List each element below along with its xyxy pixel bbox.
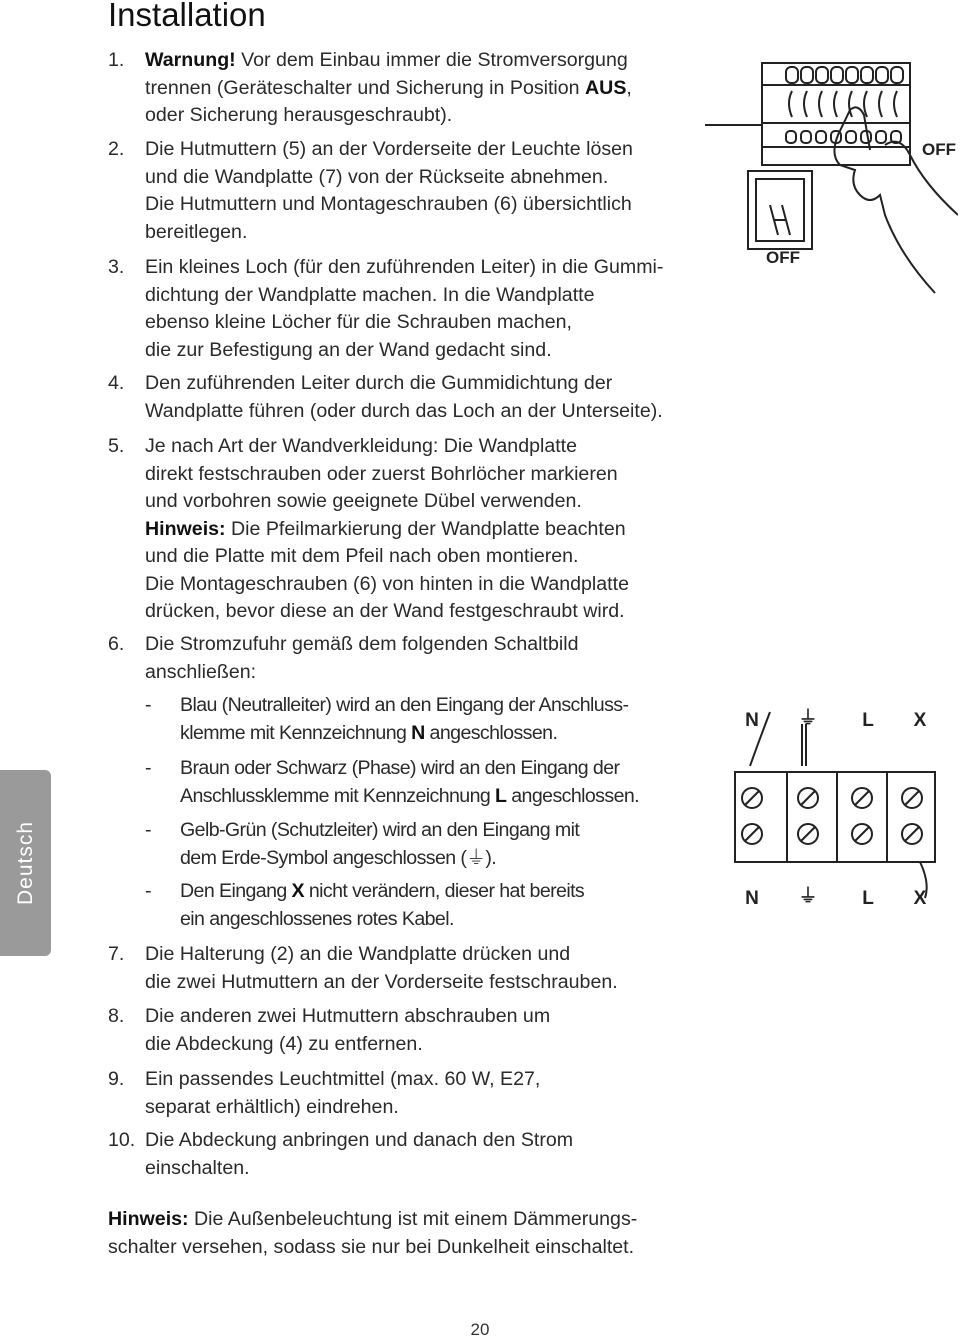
text-line (145, 1066, 708, 1094)
text-span: einschalten. (145, 1156, 250, 1179)
text-line (145, 337, 708, 365)
text-line (145, 1094, 708, 1122)
step-text (145, 47, 708, 130)
text-span: und die Platte mit dem Pfeil nach oben montieren. (145, 545, 579, 567)
text-span: Gelb-Grün (Schutzleiter) wird an den Eingang mit (180, 819, 580, 841)
substep-text (180, 692, 705, 747)
text-line (145, 631, 708, 659)
terminal-block-diagram (730, 698, 945, 913)
step-number: 9. (108, 1068, 125, 1090)
text-span: Anschlussklemme mit Kennzeichnung (180, 784, 496, 807)
text-span: Die Stromzufuhr gemäß dem folgenden Schaltbild (145, 633, 579, 655)
step-number: 3. (108, 256, 125, 278)
text-span: ein angeschlossenes rotes Kabel. (180, 907, 454, 930)
step-number: 10. (108, 1129, 136, 1151)
bullet-dash: - (145, 819, 151, 841)
earth-wire (802, 724, 806, 766)
wall-switch (748, 171, 812, 249)
note-line: schalter versehen, sodass sie nur bei Dunkelheit einschaltet. (108, 1236, 635, 1258)
text-span: Ein passendes Leuchtmittel (max. 60 W, E27, (145, 1068, 541, 1090)
step-number: 5. (108, 435, 125, 457)
step-number: 4. (108, 372, 125, 394)
text-span: die zwei Hutmuttern an der Vorderseite festschrauben. (145, 970, 618, 993)
text-line (145, 969, 708, 997)
text-line (145, 1003, 708, 1031)
text-span: nicht verändern, dieser hat bereits (304, 880, 585, 902)
text-line (145, 370, 708, 398)
wiring-substep (145, 817, 705, 872)
text-span: bereitlegen. (145, 220, 248, 243)
text-line (145, 47, 708, 75)
note-box (108, 1205, 637, 1261)
text-span: dem Erde-Symbol angeschlossen ( (180, 846, 467, 869)
switch-lever (770, 205, 790, 235)
panel-off-label: OFF (922, 140, 956, 159)
text-line (145, 488, 708, 516)
terminal-label-top-n: N (745, 710, 759, 731)
text-span: Vor dem Einbau immer die Stromversorgung (235, 49, 628, 71)
language-side-tab (0, 770, 51, 956)
bold-text: L (495, 784, 507, 807)
text-span: und vorbohren sowie geeignete Dübel verwenden. (145, 490, 582, 512)
instruction-step (108, 370, 708, 425)
text-line (145, 543, 708, 571)
text-line (180, 692, 705, 720)
step-number: 2. (108, 138, 125, 160)
step-text (145, 370, 708, 425)
terminal-label-bottom-earth: ⏚ (798, 886, 818, 907)
text-span: Die Montageschrauben (6) von hinten in die Wandplatte (145, 572, 629, 595)
note-line: Die Außenbeleuchtung ist mit einem Dämmerungs- (194, 1208, 638, 1230)
bold-text: Warnung! (145, 49, 236, 71)
step-text (145, 1003, 708, 1058)
step-text (145, 1066, 708, 1121)
bullet-dash: - (145, 694, 151, 716)
bold-text: X (291, 880, 305, 902)
instruction-step (108, 1127, 708, 1182)
bold-text: Hinweis: (145, 517, 226, 540)
bullet-dash: - (145, 757, 151, 779)
step-text (145, 941, 708, 996)
fuse-row (786, 67, 903, 143)
text-span: Die Pfeilmarkierung der Wandplatte beachten (225, 517, 626, 540)
substep-text (180, 755, 705, 810)
text-span: Den zuführenden Leiter durch die Gummidichtung der (145, 372, 613, 394)
text-span: ⏚ (466, 846, 486, 869)
step-text (145, 631, 708, 686)
step-number: 7. (108, 943, 125, 965)
text-span: ebenso kleine Löcher für die Schrauben machen, (145, 311, 572, 333)
text-span: Die Hutmuttern (5) an der Vorderseite der Leuchte lösen (145, 138, 633, 160)
instruction-step (108, 254, 708, 364)
hand-outline (834, 110, 958, 293)
text-line (180, 720, 705, 748)
text-span: Je nach Art der Wandverkleidung: Die Wandplatte (145, 435, 578, 457)
text-line (145, 571, 708, 599)
text-line (145, 164, 708, 192)
bold-text: AUS (585, 76, 627, 99)
text-line (180, 845, 705, 873)
step-number: 1. (108, 49, 125, 71)
text-line (145, 191, 708, 219)
text-line (145, 433, 708, 461)
text-line (145, 461, 708, 489)
side-tab-label: Deutsch (13, 820, 37, 906)
text-span: Den Eingang (180, 880, 292, 902)
text-span: direkt festschrauben oder zuerst Bohrlöcher markieren (145, 462, 618, 485)
step-number: 8. (108, 1005, 125, 1027)
text-line (145, 309, 708, 337)
text-span: Die Hutmuttern und Montageschrauben (6) übersichtlich (145, 193, 632, 215)
instruction-step (108, 631, 708, 686)
text-span: drücken, bevor diese an der Wand festgeschraubt wird. (145, 600, 625, 622)
text-line (145, 598, 708, 626)
bold-text: N (411, 721, 425, 744)
text-line (145, 941, 708, 969)
wiring-substep (145, 755, 705, 810)
text-span: ). (485, 846, 497, 869)
instruction-step (108, 47, 708, 130)
text-span: angeschlossen. (506, 784, 640, 807)
substep-text (180, 878, 705, 933)
text-span: dichtung der Wandplatte machen. In die Wandplatte (145, 283, 595, 306)
text-span: und die Wandplatte (7) von der Rückseite abnehmen. (145, 165, 609, 188)
text-span: anschließen: (145, 660, 257, 683)
text-line (145, 516, 708, 544)
text-span: separat erhältlich) eindrehen. (145, 1095, 399, 1118)
text-span: Wandplatte führen (oder durch das Loch an der Unterseite). (145, 399, 663, 422)
step-text (145, 136, 708, 246)
step-text (145, 254, 708, 364)
text-span: Blau (Neutralleiter) wird an den Eingang der Anschluss- (180, 694, 629, 716)
terminal-label-top-l: L (862, 710, 874, 731)
text-line (145, 102, 708, 130)
text-line (145, 136, 708, 164)
terminal-screws (742, 788, 922, 844)
terminal-block (735, 772, 935, 862)
text-line (145, 398, 708, 426)
bullet-dash: - (145, 880, 151, 902)
instruction-step (108, 1003, 708, 1058)
page-title: Installation (108, 0, 266, 33)
note-label: Hinweis: (108, 1208, 189, 1230)
text-span: , (626, 76, 632, 99)
text-line (145, 1031, 708, 1059)
step-text (145, 433, 708, 626)
text-line (180, 878, 705, 906)
instruction-step (108, 136, 708, 246)
wiring-substep (145, 692, 705, 747)
text-span: klemme mit Kennzeichnung (180, 721, 412, 744)
terminal-label-bottom-l: L (862, 888, 874, 909)
instruction-step (108, 1066, 708, 1121)
text-span: Braun oder Schwarz (Phase) wird an den Eingang der (180, 757, 620, 779)
text-span: Ein kleines Loch (für den zuführenden Leiter) in die Gummi- (145, 256, 664, 278)
text-span: die Abdeckung (4) zu entfernen. (145, 1032, 423, 1055)
step-text (145, 1127, 708, 1182)
text-line (180, 906, 705, 934)
terminal-label-bottom-x: X (913, 888, 927, 909)
text-line (145, 659, 708, 687)
text-span: Die anderen zwei Hutmuttern abschrauben um (145, 1005, 551, 1027)
text-line (180, 783, 705, 811)
text-span: Die Abdeckung anbringen und danach den Strom (145, 1129, 574, 1151)
text-line (145, 254, 708, 282)
power-off-illustration (700, 55, 958, 305)
text-line (145, 1155, 708, 1183)
page-number: 20 (470, 1320, 490, 1339)
text-span: oder Sicherung herausgeschraubt). (145, 104, 453, 126)
text-span: trennen (Geräteschalter und Sicherung in Position (145, 76, 586, 99)
text-span: Die Halterung (2) an die Wandplatte drücken und (145, 943, 571, 965)
text-line (180, 817, 705, 845)
text-line (145, 1127, 708, 1155)
text-line (145, 282, 708, 310)
text-span: die zur Befestigung an der Wand gedacht sind. (145, 338, 552, 361)
text-line (145, 219, 708, 247)
substep-text (180, 817, 705, 872)
terminal-label-top-x: X (913, 710, 927, 731)
step-number: 6. (108, 633, 125, 655)
text-line (180, 755, 705, 783)
terminal-label-bottom-n: N (745, 888, 759, 909)
text-line (145, 75, 708, 103)
switch-off-label: OFF (766, 248, 800, 267)
text-span: angeschlossen. (424, 721, 558, 744)
wiring-substep (145, 878, 705, 933)
instruction-step (108, 941, 708, 996)
instruction-step (108, 433, 708, 626)
terminal-label-top-earth: ⏚ (798, 708, 818, 729)
